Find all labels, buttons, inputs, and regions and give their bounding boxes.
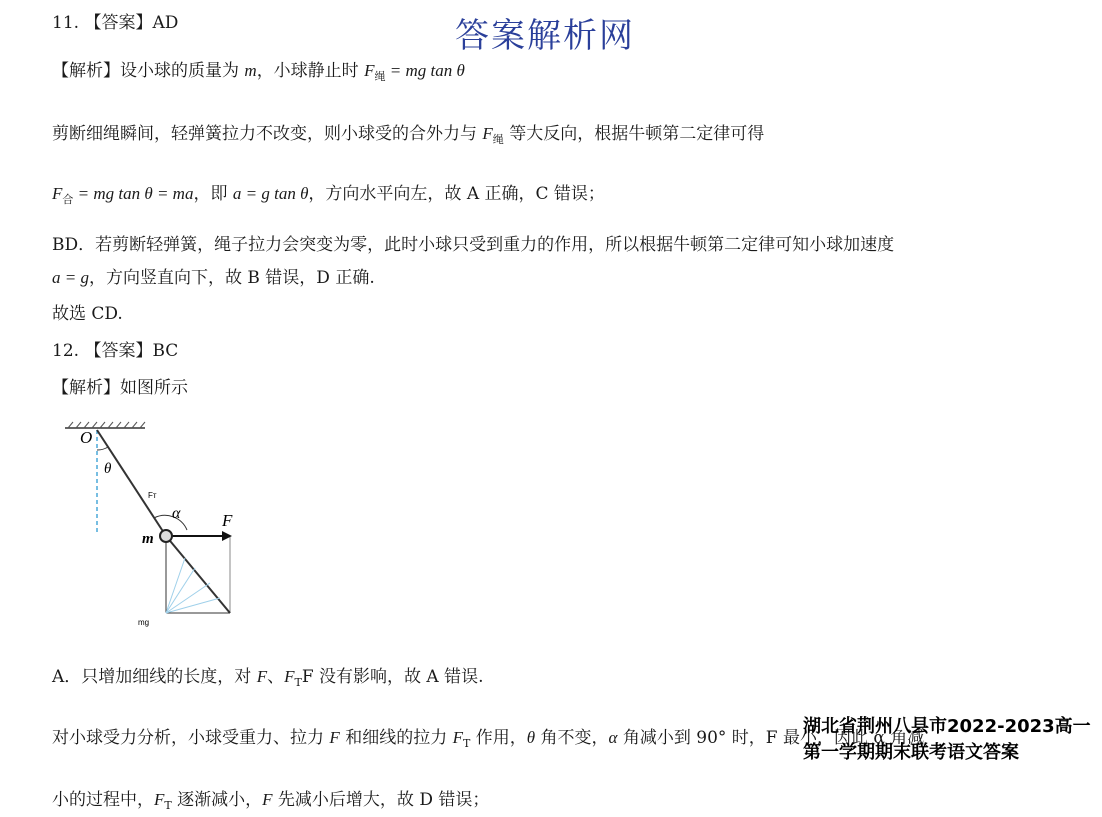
- math-F: F: [262, 790, 273, 809]
- math-alpha: α: [608, 728, 618, 747]
- q12-analysis-line1: 【解析】如图所示: [52, 378, 188, 398]
- force-diagram: [60, 418, 260, 628]
- text: ，小球静止时: [256, 61, 365, 81]
- theta-arc: [97, 447, 108, 450]
- text: 和细线的拉力: [339, 728, 453, 748]
- q11-answer: 11. 【答案】AD: [52, 13, 179, 33]
- text: A．只增加细线的长度，对: [52, 667, 257, 687]
- subscript: T: [164, 799, 172, 812]
- equation: a = g tan θ: [232, 184, 309, 203]
- string-line: [97, 430, 166, 536]
- text: ，方向水平向左，故 A 正确，C 错误；: [308, 184, 605, 204]
- math-theta: θ: [526, 728, 536, 747]
- label-mg: mg: [138, 618, 150, 627]
- label-FT: Fт: [148, 491, 157, 500]
- subscript: 合: [62, 193, 74, 206]
- overlay-stamp-text: 湖北省荆州八县市2022-2023高一第一学期期末联考语文答案: [803, 716, 1091, 763]
- text: 对小球受力分析，小球受重力、拉力: [52, 728, 330, 748]
- math-F: F: [364, 61, 375, 80]
- q11-analysis-line4: BD．若剪断轻弹簧，绳子拉力会突变为零，此时小球只受到重力的作用，所以根据牛顿第二定律可知小球加速度: [52, 235, 895, 255]
- q11-analysis-line2: [52, 123, 764, 151]
- q11-analysis-line3: [52, 183, 605, 211]
- q11-analysis-line1: [52, 60, 465, 88]
- label-F: F: [222, 511, 233, 530]
- text: 先减小后增大，故 D 错误；: [272, 790, 490, 810]
- equation: = mg tan θ = ma: [73, 184, 194, 203]
- q12-answer: 12. 【答案】BC: [52, 341, 179, 361]
- equation: a = g: [52, 268, 89, 287]
- text: ，方向竖直向下，故 B 错误，D 正确.: [88, 268, 375, 288]
- text: 剪断细绳瞬间，轻弹簧拉力不改变，则小球受的合外力与: [52, 124, 483, 144]
- text: 等大反向，根据牛顿第二定律可得: [503, 124, 765, 144]
- subscript: 绳: [374, 70, 386, 83]
- q11-conclusion: 故选 CD.: [52, 304, 123, 324]
- ball: [160, 530, 172, 542]
- subscript: 绳: [492, 133, 504, 146]
- equation: = mg tan θ: [385, 61, 465, 80]
- text: F 没有影响，故 A 错误.: [301, 667, 484, 687]
- math-FT: F: [284, 667, 295, 686]
- label-alpha: α: [172, 505, 181, 522]
- text: 逐渐减小，: [171, 790, 263, 810]
- math-F: F: [52, 184, 63, 203]
- label-m: m: [142, 531, 154, 547]
- subscript: T: [294, 676, 302, 689]
- math-F: F: [482, 124, 493, 143]
- text: 角不变，: [535, 728, 609, 748]
- subscript: T: [463, 737, 471, 750]
- math-F: F: [256, 667, 268, 686]
- q12-analysis-line2: [52, 727, 924, 755]
- math-F: F: [329, 728, 340, 747]
- math-FT: F: [154, 790, 165, 809]
- text: 角减小到 90° 时，F 最小，因此 α 角减: [617, 728, 925, 748]
- construction-lines: [166, 558, 220, 613]
- q12-option-A: [52, 666, 484, 694]
- text: 小的过程中，: [52, 790, 154, 810]
- q11-analysis-line5: [52, 267, 375, 289]
- math-FT: F: [452, 728, 463, 747]
- label-theta: θ: [104, 461, 112, 477]
- q12-analysis-line3: [52, 789, 489, 817]
- text: 作用，: [470, 728, 527, 748]
- text: ，即: [193, 184, 233, 204]
- watermark-title: 答案解析网: [455, 16, 635, 56]
- resultant-line: [166, 536, 230, 613]
- text: 、: [267, 667, 285, 687]
- alpha-arc: [154, 515, 187, 530]
- text: 【解析】设小球的质量为: [52, 61, 245, 81]
- math-m: m: [244, 61, 257, 80]
- label-O: O: [80, 428, 93, 447]
